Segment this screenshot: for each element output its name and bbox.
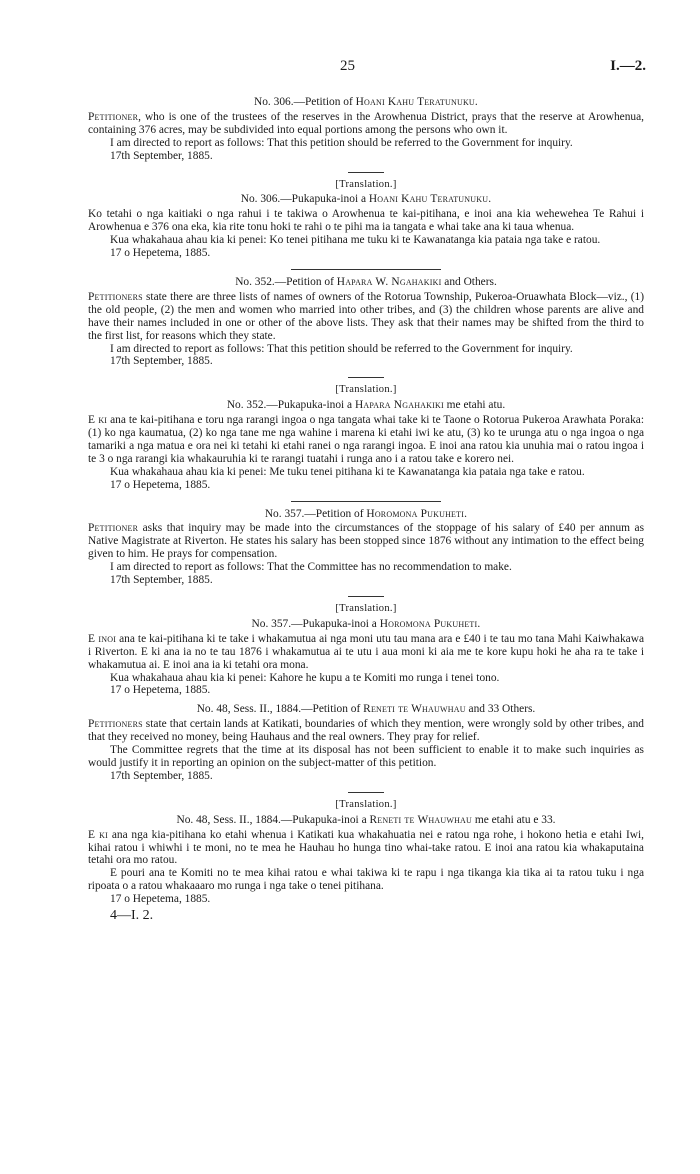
petitioner-name: Reneti te Whauwhau — [363, 703, 466, 716]
petition-title — [88, 193, 644, 206]
petitioner-name: Horomona Pukuheti. — [379, 617, 481, 630]
petitioner-name: Horomona Pukuheti. — [366, 507, 468, 520]
translation-48 — [88, 799, 644, 906]
title-suffix: and 33 Others. — [465, 703, 536, 716]
document-ref: I.—2. — [610, 58, 646, 74]
title-prefix: No. 48, Sess. II., 1884.—Petition of — [196, 703, 364, 716]
translation-label: [Translation.] — [335, 178, 397, 190]
petitioner-name: Reneti te Whauwhau — [369, 813, 473, 826]
body-text: ana nga kia-pitihana ko etahi whenua i Katikati kua whakahuatia nei e ratou nga rohe, i hokono hetia e etahi Iwi, kihai ratou i whiwhi i te moni, no te mea he Hauhau ho hunga tino whai-take ratou. E inoi ana ratou kia whakaputaina tetahi ora mo ratou. — [88, 828, 644, 867]
petition-body — [88, 718, 644, 744]
petition-title — [88, 96, 644, 109]
lead-word: Petitioners — [88, 290, 143, 303]
page-signature: 4—I. 2. — [110, 908, 154, 924]
petitioner-name: Hapara W. Ngahakiki — [336, 275, 442, 288]
lead-word: Petitioner — [88, 110, 139, 123]
title-suffix: me etahi atu. — [443, 399, 506, 412]
translation-label: [Translation.] — [335, 798, 397, 810]
committee-report: I am directed to report as follows: That the Committee has no recommendation to make. — [110, 561, 512, 574]
petition-title — [88, 276, 644, 289]
petition-357 — [88, 508, 644, 587]
body-text: asks that inquiry may be made into the circumstances of the stoppage of his salary of £40 per annum as Native Magistrate at Riverton. He states his salary has been stopped since 1876 without any intimation to the effect being given to him. He prays for compensation. — [88, 522, 644, 561]
page-content — [88, 96, 644, 923]
report-date: 17th September, 1885. — [110, 769, 213, 782]
petitioner-name: Hapara Ngahakiki — [354, 399, 444, 412]
divider — [348, 172, 384, 173]
title-suffix: and Others. — [441, 275, 497, 288]
petition-306 — [88, 96, 644, 163]
translation-label: [Translation.] — [335, 384, 397, 396]
body-text: ana te kai-pitihana ki te take i whakamutua ai nga moni utu tau mana ara e £40 i te tau mo tana Mahi Kaiwhakawa i Riverton. E ki ana ia no te tau 1876 i whakamutua ai te utu i aua moni ki aia me te kore kupu hoki he aha ra te take i whakamutua ai. E inoi ana ia ki tetahi ora mona. — [88, 632, 644, 671]
page-header — [0, 60, 700, 80]
committee-report: I am directed to report as follows: That this petition should be referred to the Government for inquiry. — [110, 342, 573, 355]
translation-306 — [88, 179, 644, 260]
petition-title — [88, 703, 644, 716]
title-prefix: No. 352.—Pukapuka-inoi a — [226, 399, 355, 412]
lead-word: E inoi — [88, 632, 117, 645]
lead-word: E ki — [88, 414, 108, 427]
report-date: 17 o Hepetema, 1885. — [110, 684, 211, 697]
lead-word: E ki — [88, 828, 109, 841]
committee-report: Kua whakahaua ahau kia ki penei: Ko tenei pitihana me tuku ki te Kawanatanga kia pataia nga take e ratou. — [110, 234, 601, 247]
petition-body — [88, 111, 644, 137]
title-prefix: No. 48, Sess. II., 1884.—Pukapuka-inoi a — [176, 813, 370, 826]
committee-report: Kua whakahaua ahau kia ki penei: Me tuku tenei pitihana ki te Kawanatanga kia pataia nga take e ratou. — [110, 465, 585, 478]
page-number: 25 — [340, 58, 355, 74]
petition-body — [88, 829, 644, 868]
translation-label: [Translation.] — [335, 603, 397, 614]
committee-report: I am directed to report as follows: That this petition should be referred to the Government for inquiry. — [110, 136, 573, 149]
petitioner-name: Hoani Kahu Teratunuku. — [355, 96, 478, 108]
report-date: 17 o Hepetema, 1885. — [110, 247, 211, 260]
petition-body: Ko tetahi o nga kaitiaki o nga rahui i te takiwa o Arowhenua te kai-pitihana, e inoi ana kia wehewehea Te Rahui i Arowhenua e 376 ona eka, kia rite tonu hoki te rahi o te pihi ma ia tangata e whai take ana ki taua whenua. — [88, 208, 644, 234]
divider — [348, 377, 384, 378]
petition-body — [88, 414, 644, 466]
translation-357 — [88, 603, 644, 697]
petition-body — [88, 522, 644, 561]
petition-title — [88, 508, 644, 521]
divider — [348, 792, 384, 793]
petition-48 — [88, 703, 644, 782]
report-date: 17th September, 1885. — [110, 574, 213, 587]
title-suffix: me etahi atu e 33. — [472, 813, 556, 826]
lead-word: Petitioner — [88, 522, 139, 535]
body-text: state that certain lands at Katikati, boundaries of which they mention, were wrongly sold by other tribes, and that they received no money, being Hauhaus and the real owners. They pray for relief. — [88, 718, 644, 744]
committee-report: The Committee regrets that the time at its disposal has not been sufficient to enable it to make such inquiries as would justify it in reporting an opinion on the subject-matter of this petition. — [88, 744, 644, 769]
petition-title — [88, 618, 644, 631]
body-text: ana te kai-pitihana e toru nga rarangi ingoa o nga tangata whai take ki te Taone o Rotorua Pukeroa Arawhata Poraka: (1) ko nga kaumatua, (2) ko nga tane me nga wahine i marena ki etahi iwi ke atu, (3) ko te urunga atu o nga ingoa o nga tamariki a nga matua e ora nei ki tetahi ki etahi ranei o nga rarangi ingoa. E inoi ana ratou kia unuhia mai o ratou ingoa i te 3 o nga rarangi kia whakauruhia ki te rarangi tuatahi i runga ano i a ratou take e korero nei. — [88, 414, 644, 465]
title-prefix: No. 357.—Pukapuka-inoi a — [251, 617, 380, 630]
petition-body — [88, 291, 644, 343]
title-prefix: No. 306.—Pukapuka-inoi a — [240, 193, 369, 206]
body-text: , who is one of the trustees of the reserves in the Arowhenua District, prays that the reserve at Arowhenua, containing 376 acres, may be subdivided into equal portions among the persons who own it. — [88, 110, 644, 136]
body-text: state there are three lists of names of owners of the Rotorua Township, Pukeroa-Oruawhata Block—viz., (1) the old people, (2) the men and women who married into other tribes, and (3) the children whose parents are alive and have their names included in one or other of the above lists. They ask that their names may be shifted from the third to the first list, for reasons which they state. — [88, 290, 644, 342]
report-date: 17 o Hepetema, 1885. — [110, 478, 211, 491]
report-date: 17th September, 1885. — [110, 149, 213, 162]
title-prefix: No. 352.—Petition of — [235, 275, 337, 288]
report-date: 17th September, 1885. — [110, 355, 213, 368]
divider — [348, 596, 384, 597]
committee-report: Kua whakahaua ahau kia ki penei: Kahore he kupu a te Komiti mo runga i tenei tono. — [110, 671, 500, 684]
petition-title — [88, 399, 644, 412]
divider — [291, 269, 441, 270]
lead-word: Petitioners — [88, 718, 143, 731]
title-prefix: No. 357.—Petition of — [264, 507, 367, 520]
petition-title — [88, 814, 644, 827]
committee-report: E pouri ana te Komiti no te mea kihai ratou e whai takiwa ki te rapu i nga tikanga kia tika ai ta ratou tuku i nga ripoata o a ratou whakaaaro mo runga i nga take o tenei pitihana. — [88, 867, 644, 893]
translation-352 — [88, 384, 644, 491]
petition-352 — [88, 276, 644, 368]
petition-body — [88, 633, 644, 672]
report-date: 17 o Hepetema, 1885. — [110, 893, 211, 906]
divider — [291, 501, 441, 502]
petitioner-name: Hoani Kahu Teratunuku. — [368, 193, 492, 206]
title-prefix: No. 306.—Petition of — [254, 96, 356, 108]
